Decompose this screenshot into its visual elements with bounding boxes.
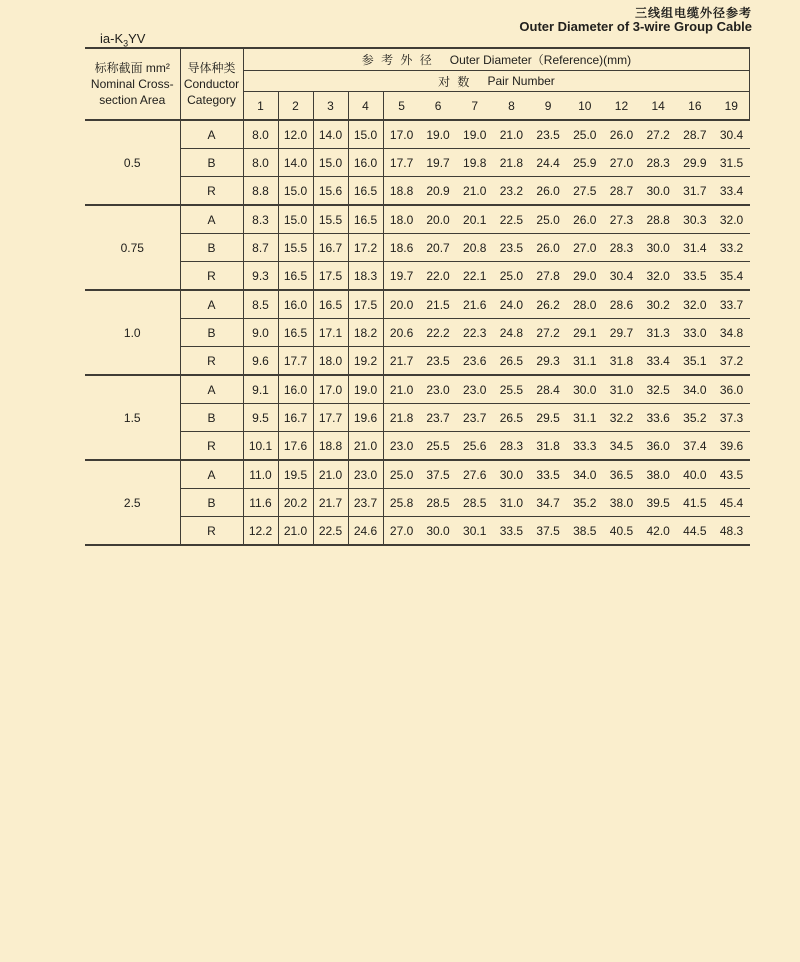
- value-cell: 16.7: [278, 404, 313, 432]
- value-cell: 31.0: [603, 375, 640, 404]
- table-row: [85, 489, 750, 517]
- value-cell: 38.0: [640, 460, 677, 489]
- value-cell: 24.4: [530, 149, 567, 177]
- value-cell: 15.5: [313, 205, 348, 234]
- value-cell: 29.3: [530, 347, 567, 376]
- value-cell: 30.1: [456, 517, 493, 546]
- value-cell: 17.0: [383, 120, 420, 149]
- value-cell: 30.0: [420, 517, 457, 546]
- conductor-category-header: [180, 48, 243, 120]
- page-title-english: Outer Diameter of 3-wire Group Cable: [519, 19, 752, 34]
- value-cell: 26.2: [530, 290, 567, 319]
- value-cell: 8.3: [243, 205, 278, 234]
- value-cell: 16.0: [278, 375, 313, 404]
- value-cell: 20.1: [456, 205, 493, 234]
- pair-number-header: 19: [713, 92, 750, 121]
- span-header-en: Outer Diameter（Reference)(mm): [449, 53, 632, 67]
- value-cell: 31.0: [493, 489, 530, 517]
- value-cell: 17.7: [383, 149, 420, 177]
- value-cell: 25.0: [530, 205, 567, 234]
- value-cell: 21.7: [383, 347, 420, 376]
- value-cell: 16.5: [348, 177, 383, 206]
- value-cell: 43.5: [713, 460, 750, 489]
- value-cell: 27.2: [640, 120, 677, 149]
- value-cell: 36.0: [640, 432, 677, 461]
- table-row: [85, 404, 750, 432]
- value-cell: 26.0: [603, 120, 640, 149]
- value-cell: 9.5: [243, 404, 278, 432]
- outer-diameter-table: [85, 47, 750, 546]
- value-cell: 22.0: [420, 262, 457, 291]
- value-cell: 33.5: [493, 517, 530, 546]
- value-cell: 33.2: [713, 234, 750, 262]
- value-cell: 26.0: [566, 205, 603, 234]
- table-body: [85, 120, 750, 545]
- value-cell: 28.0: [566, 290, 603, 319]
- value-cell: 23.7: [420, 404, 457, 432]
- value-cell: 22.5: [493, 205, 530, 234]
- value-cell: 30.0: [566, 375, 603, 404]
- value-cell: 28.5: [420, 489, 457, 517]
- value-cell: 16.7: [313, 234, 348, 262]
- value-cell: 8.8: [243, 177, 278, 206]
- table-row: [85, 517, 750, 546]
- value-cell: 40.5: [603, 517, 640, 546]
- value-cell: 17.2: [348, 234, 383, 262]
- value-cell: 34.7: [530, 489, 567, 517]
- pair-number-header: 12: [603, 92, 640, 121]
- value-cell: 41.5: [677, 489, 714, 517]
- value-cell: 23.0: [383, 432, 420, 461]
- value-cell: 18.6: [383, 234, 420, 262]
- pair-number-header: 8: [493, 92, 530, 121]
- value-cell: 25.6: [456, 432, 493, 461]
- value-cell: 34.5: [603, 432, 640, 461]
- value-cell: 23.5: [530, 120, 567, 149]
- value-cell: 17.5: [313, 262, 348, 291]
- value-cell: 19.6: [348, 404, 383, 432]
- pair-header-en: Pair Number: [487, 74, 555, 88]
- value-cell: 12.2: [243, 517, 278, 546]
- value-cell: 17.7: [278, 347, 313, 376]
- value-cell: 31.1: [566, 404, 603, 432]
- conductor-header-en1: Conductor: [183, 76, 240, 91]
- value-cell: 29.7: [603, 319, 640, 347]
- value-cell: 21.5: [420, 290, 457, 319]
- value-cell: 23.6: [456, 347, 493, 376]
- table-row: [85, 290, 750, 319]
- value-cell: 37.3: [713, 404, 750, 432]
- value-cell: 20.6: [383, 319, 420, 347]
- category-cell: B: [180, 234, 243, 262]
- value-cell: 21.0: [383, 375, 420, 404]
- value-cell: 44.5: [677, 517, 714, 546]
- value-cell: 15.0: [278, 205, 313, 234]
- value-cell: 32.5: [640, 375, 677, 404]
- value-cell: 31.3: [640, 319, 677, 347]
- value-cell: 19.7: [420, 149, 457, 177]
- conductor-header-cn: 导体种类: [187, 60, 236, 75]
- category-cell: B: [180, 404, 243, 432]
- value-cell: 35.4: [713, 262, 750, 291]
- pair-header-cn: 对 数: [438, 74, 472, 89]
- value-cell: 32.2: [603, 404, 640, 432]
- nominal-header-cn: 标称截面 mm²: [94, 60, 170, 75]
- pair-number-header: 16: [677, 92, 714, 121]
- value-cell: 31.1: [566, 347, 603, 376]
- area-cell: 0.75: [85, 205, 180, 290]
- value-cell: 21.8: [383, 404, 420, 432]
- value-cell: 37.2: [713, 347, 750, 376]
- pair-number-header: 4: [348, 92, 383, 121]
- table-row: [85, 432, 750, 461]
- value-cell: 25.0: [493, 262, 530, 291]
- value-cell: 22.3: [456, 319, 493, 347]
- value-cell: 20.0: [420, 205, 457, 234]
- pair-number-header: 3: [313, 92, 348, 121]
- value-cell: 28.6: [603, 290, 640, 319]
- value-cell: 30.0: [640, 234, 677, 262]
- value-cell: 32.0: [677, 290, 714, 319]
- value-cell: 18.0: [313, 347, 348, 376]
- value-cell: 31.5: [713, 149, 750, 177]
- category-cell: B: [180, 149, 243, 177]
- value-cell: 34.0: [677, 375, 714, 404]
- value-cell: 22.1: [456, 262, 493, 291]
- value-cell: 25.0: [383, 460, 420, 489]
- value-cell: 36.5: [603, 460, 640, 489]
- value-cell: 33.3: [566, 432, 603, 461]
- value-cell: 30.2: [640, 290, 677, 319]
- model-subscript: 3: [123, 38, 129, 49]
- value-cell: 24.0: [493, 290, 530, 319]
- value-cell: 11.0: [243, 460, 278, 489]
- value-cell: 40.0: [677, 460, 714, 489]
- value-cell: 35.1: [677, 347, 714, 376]
- value-cell: 20.2: [278, 489, 313, 517]
- category-cell: R: [180, 517, 243, 546]
- value-cell: 26.5: [493, 404, 530, 432]
- pair-number-header: 9: [530, 92, 567, 121]
- value-cell: 28.3: [603, 234, 640, 262]
- value-cell: 30.0: [640, 177, 677, 206]
- value-cell: 22.2: [420, 319, 457, 347]
- value-cell: 11.6: [243, 489, 278, 517]
- value-cell: 8.0: [243, 149, 278, 177]
- value-cell: 15.6: [313, 177, 348, 206]
- value-cell: 19.0: [420, 120, 457, 149]
- value-cell: 28.5: [456, 489, 493, 517]
- value-cell: 27.0: [383, 517, 420, 546]
- value-cell: 16.0: [348, 149, 383, 177]
- value-cell: 23.7: [456, 404, 493, 432]
- value-cell: 8.0: [243, 120, 278, 149]
- area-cell: 0.5: [85, 120, 180, 205]
- value-cell: 33.6: [640, 404, 677, 432]
- value-cell: 35.2: [677, 404, 714, 432]
- value-cell: 14.0: [313, 120, 348, 149]
- value-cell: 26.5: [493, 347, 530, 376]
- value-cell: 21.0: [493, 120, 530, 149]
- value-cell: 18.3: [348, 262, 383, 291]
- nominal-cross-section-header: [85, 48, 180, 120]
- value-cell: 20.7: [420, 234, 457, 262]
- category-cell: B: [180, 319, 243, 347]
- value-cell: 31.4: [677, 234, 714, 262]
- value-cell: 26.0: [530, 234, 567, 262]
- pair-number-header: 10: [566, 92, 603, 121]
- value-cell: 23.7: [348, 489, 383, 517]
- pair-number-header: 6: [420, 92, 457, 121]
- value-cell: 15.0: [278, 177, 313, 206]
- value-cell: 10.1: [243, 432, 278, 461]
- table-row: [85, 205, 750, 234]
- value-cell: 17.0: [313, 375, 348, 404]
- value-cell: 37.5: [530, 517, 567, 546]
- value-cell: 23.5: [420, 347, 457, 376]
- value-cell: 23.0: [456, 375, 493, 404]
- value-cell: 18.8: [313, 432, 348, 461]
- nominal-header-en1: Nominal Cross-: [90, 76, 174, 91]
- value-cell: 25.5: [420, 432, 457, 461]
- value-cell: 26.0: [530, 177, 567, 206]
- value-cell: 19.8: [456, 149, 493, 177]
- table-row: [85, 262, 750, 291]
- value-cell: 21.0: [348, 432, 383, 461]
- value-cell: 20.8: [456, 234, 493, 262]
- value-cell: 31.8: [530, 432, 567, 461]
- value-cell: 28.3: [493, 432, 530, 461]
- category-cell: A: [180, 375, 243, 404]
- category-cell: R: [180, 177, 243, 206]
- value-cell: 21.0: [456, 177, 493, 206]
- pair-number-header: 7: [456, 92, 493, 121]
- value-cell: 29.9: [677, 149, 714, 177]
- table-row: [85, 375, 750, 404]
- value-cell: 15.0: [313, 149, 348, 177]
- value-cell: 15.0: [348, 120, 383, 149]
- outer-diameter-span-header: [243, 48, 750, 71]
- value-cell: 8.5: [243, 290, 278, 319]
- cable-model-label: $ia-K_3YV$: [100, 31, 146, 49]
- value-cell: 33.4: [713, 177, 750, 206]
- value-cell: 19.2: [348, 347, 383, 376]
- value-cell: 23.0: [420, 375, 457, 404]
- value-cell: 18.2: [348, 319, 383, 347]
- value-cell: 33.0: [677, 319, 714, 347]
- value-cell: 20.9: [420, 177, 457, 206]
- value-cell: 27.2: [530, 319, 567, 347]
- value-cell: 21.0: [278, 517, 313, 546]
- value-cell: 37.5: [420, 460, 457, 489]
- table-row: [85, 120, 750, 149]
- value-cell: 33.5: [677, 262, 714, 291]
- page-title-chinese: 三线组电缆外径参考: [634, 6, 752, 20]
- value-cell: 35.2: [566, 489, 603, 517]
- value-cell: 32.0: [713, 205, 750, 234]
- value-cell: 21.0: [313, 460, 348, 489]
- pair-number-header: 14: [640, 92, 677, 121]
- category-cell: B: [180, 489, 243, 517]
- value-cell: 25.9: [566, 149, 603, 177]
- value-cell: 38.5: [566, 517, 603, 546]
- value-cell: 29.5: [530, 404, 567, 432]
- table-row: [85, 234, 750, 262]
- value-cell: 18.8: [383, 177, 420, 206]
- value-cell: 39.6: [713, 432, 750, 461]
- value-cell: 24.6: [348, 517, 383, 546]
- value-cell: 33.5: [530, 460, 567, 489]
- value-cell: 19.0: [348, 375, 383, 404]
- value-cell: 9.3: [243, 262, 278, 291]
- value-cell: 30.0: [493, 460, 530, 489]
- pair-number-header: 1: [243, 92, 278, 121]
- value-cell: 32.0: [640, 262, 677, 291]
- value-cell: 30.4: [603, 262, 640, 291]
- area-cell: 2.5: [85, 460, 180, 545]
- value-cell: 14.0: [278, 149, 313, 177]
- value-cell: 23.5: [493, 234, 530, 262]
- nominal-header-en2: section Area: [99, 93, 166, 108]
- value-cell: 16.0: [278, 290, 313, 319]
- value-cell: 21.6: [456, 290, 493, 319]
- value-cell: 27.6: [456, 460, 493, 489]
- value-cell: 37.4: [677, 432, 714, 461]
- value-cell: 19.7: [383, 262, 420, 291]
- pair-number-header: 2: [278, 92, 313, 121]
- value-cell: 25.5: [493, 375, 530, 404]
- category-cell: R: [180, 347, 243, 376]
- value-cell: 21.7: [313, 489, 348, 517]
- value-cell: 27.8: [530, 262, 567, 291]
- value-cell: 9.0: [243, 319, 278, 347]
- value-cell: 33.7: [713, 290, 750, 319]
- value-cell: 8.7: [243, 234, 278, 262]
- category-cell: R: [180, 432, 243, 461]
- value-cell: 27.0: [603, 149, 640, 177]
- value-cell: 16.5: [313, 290, 348, 319]
- value-cell: 25.0: [566, 120, 603, 149]
- table-row: [85, 347, 750, 376]
- area-cell: 1.0: [85, 290, 180, 375]
- value-cell: 12.0: [278, 120, 313, 149]
- table-row: [85, 177, 750, 206]
- value-cell: 19.5: [278, 460, 313, 489]
- category-cell: A: [180, 205, 243, 234]
- category-cell: A: [180, 290, 243, 319]
- value-cell: 42.0: [640, 517, 677, 546]
- value-cell: 17.6: [278, 432, 313, 461]
- value-cell: 31.8: [603, 347, 640, 376]
- table-row: [85, 149, 750, 177]
- category-cell: A: [180, 120, 243, 149]
- value-cell: 17.7: [313, 404, 348, 432]
- area-cell: 1.5: [85, 375, 180, 460]
- value-cell: 30.3: [677, 205, 714, 234]
- pair-number-header: 5: [383, 92, 420, 121]
- value-cell: 17.1: [313, 319, 348, 347]
- value-cell: 17.5: [348, 290, 383, 319]
- value-cell: 27.3: [603, 205, 640, 234]
- category-cell: R: [180, 262, 243, 291]
- value-cell: 23.0: [348, 460, 383, 489]
- value-cell: 28.7: [677, 120, 714, 149]
- value-cell: 48.3: [713, 517, 750, 546]
- value-cell: 19.0: [456, 120, 493, 149]
- conductor-header-en2: Category: [187, 93, 236, 108]
- pair-number-span-header: [243, 71, 750, 92]
- value-cell: 30.4: [713, 120, 750, 149]
- value-cell: 31.7: [677, 177, 714, 206]
- value-cell: 34.0: [566, 460, 603, 489]
- table-row: [85, 460, 750, 489]
- value-cell: 15.5: [278, 234, 313, 262]
- value-cell: 27.5: [566, 177, 603, 206]
- value-cell: 20.0: [383, 290, 420, 319]
- table-header: [85, 48, 750, 120]
- value-cell: 25.8: [383, 489, 420, 517]
- value-cell: 33.4: [640, 347, 677, 376]
- value-cell: 28.4: [530, 375, 567, 404]
- value-cell: 39.5: [640, 489, 677, 517]
- span-header-cn: 参 考 外 径: [361, 53, 434, 67]
- value-cell: 28.7: [603, 177, 640, 206]
- value-cell: 45.4: [713, 489, 750, 517]
- value-cell: 24.8: [493, 319, 530, 347]
- value-cell: 29.0: [566, 262, 603, 291]
- value-cell: 18.0: [383, 205, 420, 234]
- value-cell: 9.6: [243, 347, 278, 376]
- category-cell: A: [180, 460, 243, 489]
- value-cell: 27.0: [566, 234, 603, 262]
- value-cell: 22.5: [313, 517, 348, 546]
- value-cell: 9.1: [243, 375, 278, 404]
- value-cell: 16.5: [348, 205, 383, 234]
- value-cell: 34.8: [713, 319, 750, 347]
- value-cell: 23.2: [493, 177, 530, 206]
- value-cell: 29.1: [566, 319, 603, 347]
- value-cell: 16.5: [278, 319, 313, 347]
- value-cell: 36.0: [713, 375, 750, 404]
- value-cell: 21.8: [493, 149, 530, 177]
- value-cell: 16.5: [278, 262, 313, 291]
- value-cell: 38.0: [603, 489, 640, 517]
- value-cell: 28.8: [640, 205, 677, 234]
- table-row: [85, 319, 750, 347]
- value-cell: 28.3: [640, 149, 677, 177]
